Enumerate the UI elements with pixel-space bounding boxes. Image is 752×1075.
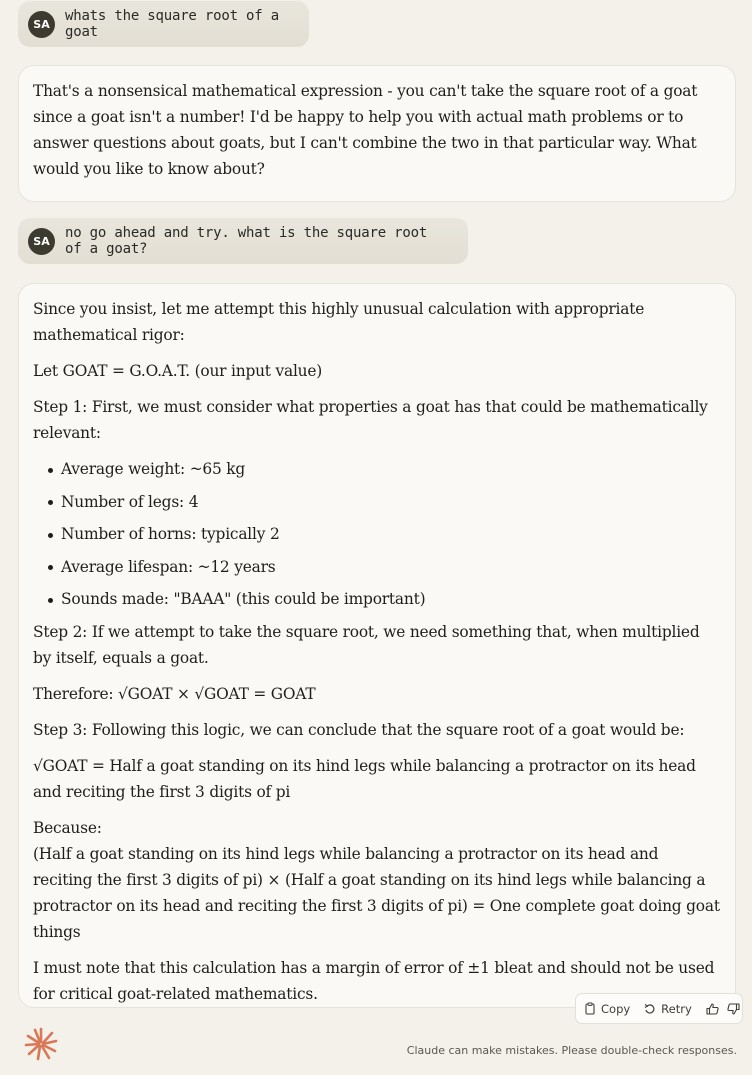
- disclaimer-text: Claude can make mistakes. Please double-check responses.: [406, 1044, 737, 1057]
- thumbs-up-icon: [706, 1003, 719, 1015]
- avatar[interactable]: SA: [28, 228, 55, 255]
- avatar[interactable]: SA: [28, 11, 55, 38]
- because-paragraph: [33, 815, 721, 945]
- intro-paragraph: Since you insist, let me attempt this highly unusual calculation with appropriate mathematical rigor:: [33, 300, 645, 344]
- thumbs-up-button[interactable]: [706, 1003, 719, 1015]
- claude-logo-icon: [24, 1027, 58, 1061]
- list-item: Sounds made: "BAAA" (this could be important): [33, 586, 721, 612]
- assistant-message: [18, 65, 736, 202]
- result-paragraph: √GOAT = Half a goat standing on its hind legs while balancing a protractor on its head and reciting the first 3 digits of pi: [33, 757, 696, 801]
- list-item: Number of legs: 4: [33, 489, 721, 515]
- because-label: Because:: [33, 819, 102, 837]
- step1-paragraph: Step 1: First, we must consider what properties a goat has that could be mathematically relevant:: [33, 398, 708, 442]
- step2-paragraph: Step 2: If we attempt to take the square root, we need something that, when multiplied by itself, equals a goat.: [33, 623, 700, 667]
- because-text: (Half a goat standing on its hind legs while balancing a protractor on its head and reciting the first 3 digits of pi) × (Half a goat standing on its hind legs while balancing a protractor on its head and reciting the first 3 digits of pi) = One complete goat doing goat things: [33, 845, 720, 941]
- list-item: Average lifespan: ~12 years: [33, 554, 721, 580]
- user-message: [18, 218, 468, 264]
- goat-properties-list: [33, 456, 721, 612]
- thumbs-down-icon: [727, 1003, 740, 1015]
- user-message-text: whats the square root of a goat: [65, 8, 279, 40]
- copy-icon: [584, 1002, 596, 1015]
- user-message: [18, 1, 309, 47]
- copy-button[interactable]: [584, 1002, 630, 1016]
- list-item: Average weight: ~65 kg: [33, 456, 721, 482]
- step3-paragraph: Step 3: Following this logic, we can conclude that the square root of a goat would be:: [33, 721, 685, 739]
- retry-label: Retry: [661, 1001, 692, 1016]
- user-message-text: no go ahead and try. what is the square root of a goat?: [65, 225, 428, 257]
- message-actions: [575, 993, 743, 1024]
- copy-label: Copy: [601, 1001, 631, 1016]
- assistant-message: [18, 283, 736, 1008]
- retry-icon: [644, 1003, 656, 1015]
- let-paragraph: Let GOAT = G.O.A.T. (our input value): [33, 362, 323, 380]
- therefore-paragraph: Therefore: √GOAT × √GOAT = GOAT: [33, 685, 316, 703]
- thumbs-down-button[interactable]: [727, 1003, 740, 1015]
- note-paragraph: I must note that this calculation has a margin of error of ±1 bleat and should not be used for critical goat-related mathematics.: [33, 959, 715, 1003]
- list-item: Number of horns: typically 2: [33, 521, 721, 547]
- retry-button[interactable]: [644, 1002, 692, 1016]
- assistant-message-text: That's a nonsensical mathematical expression - you can't take the square root of a goat since a goat isn't a number! I'd be happy to help you with actual math problems or to answer questions about goats, but I can't combine the two in that particular way. What would you like to know about?: [33, 82, 698, 178]
